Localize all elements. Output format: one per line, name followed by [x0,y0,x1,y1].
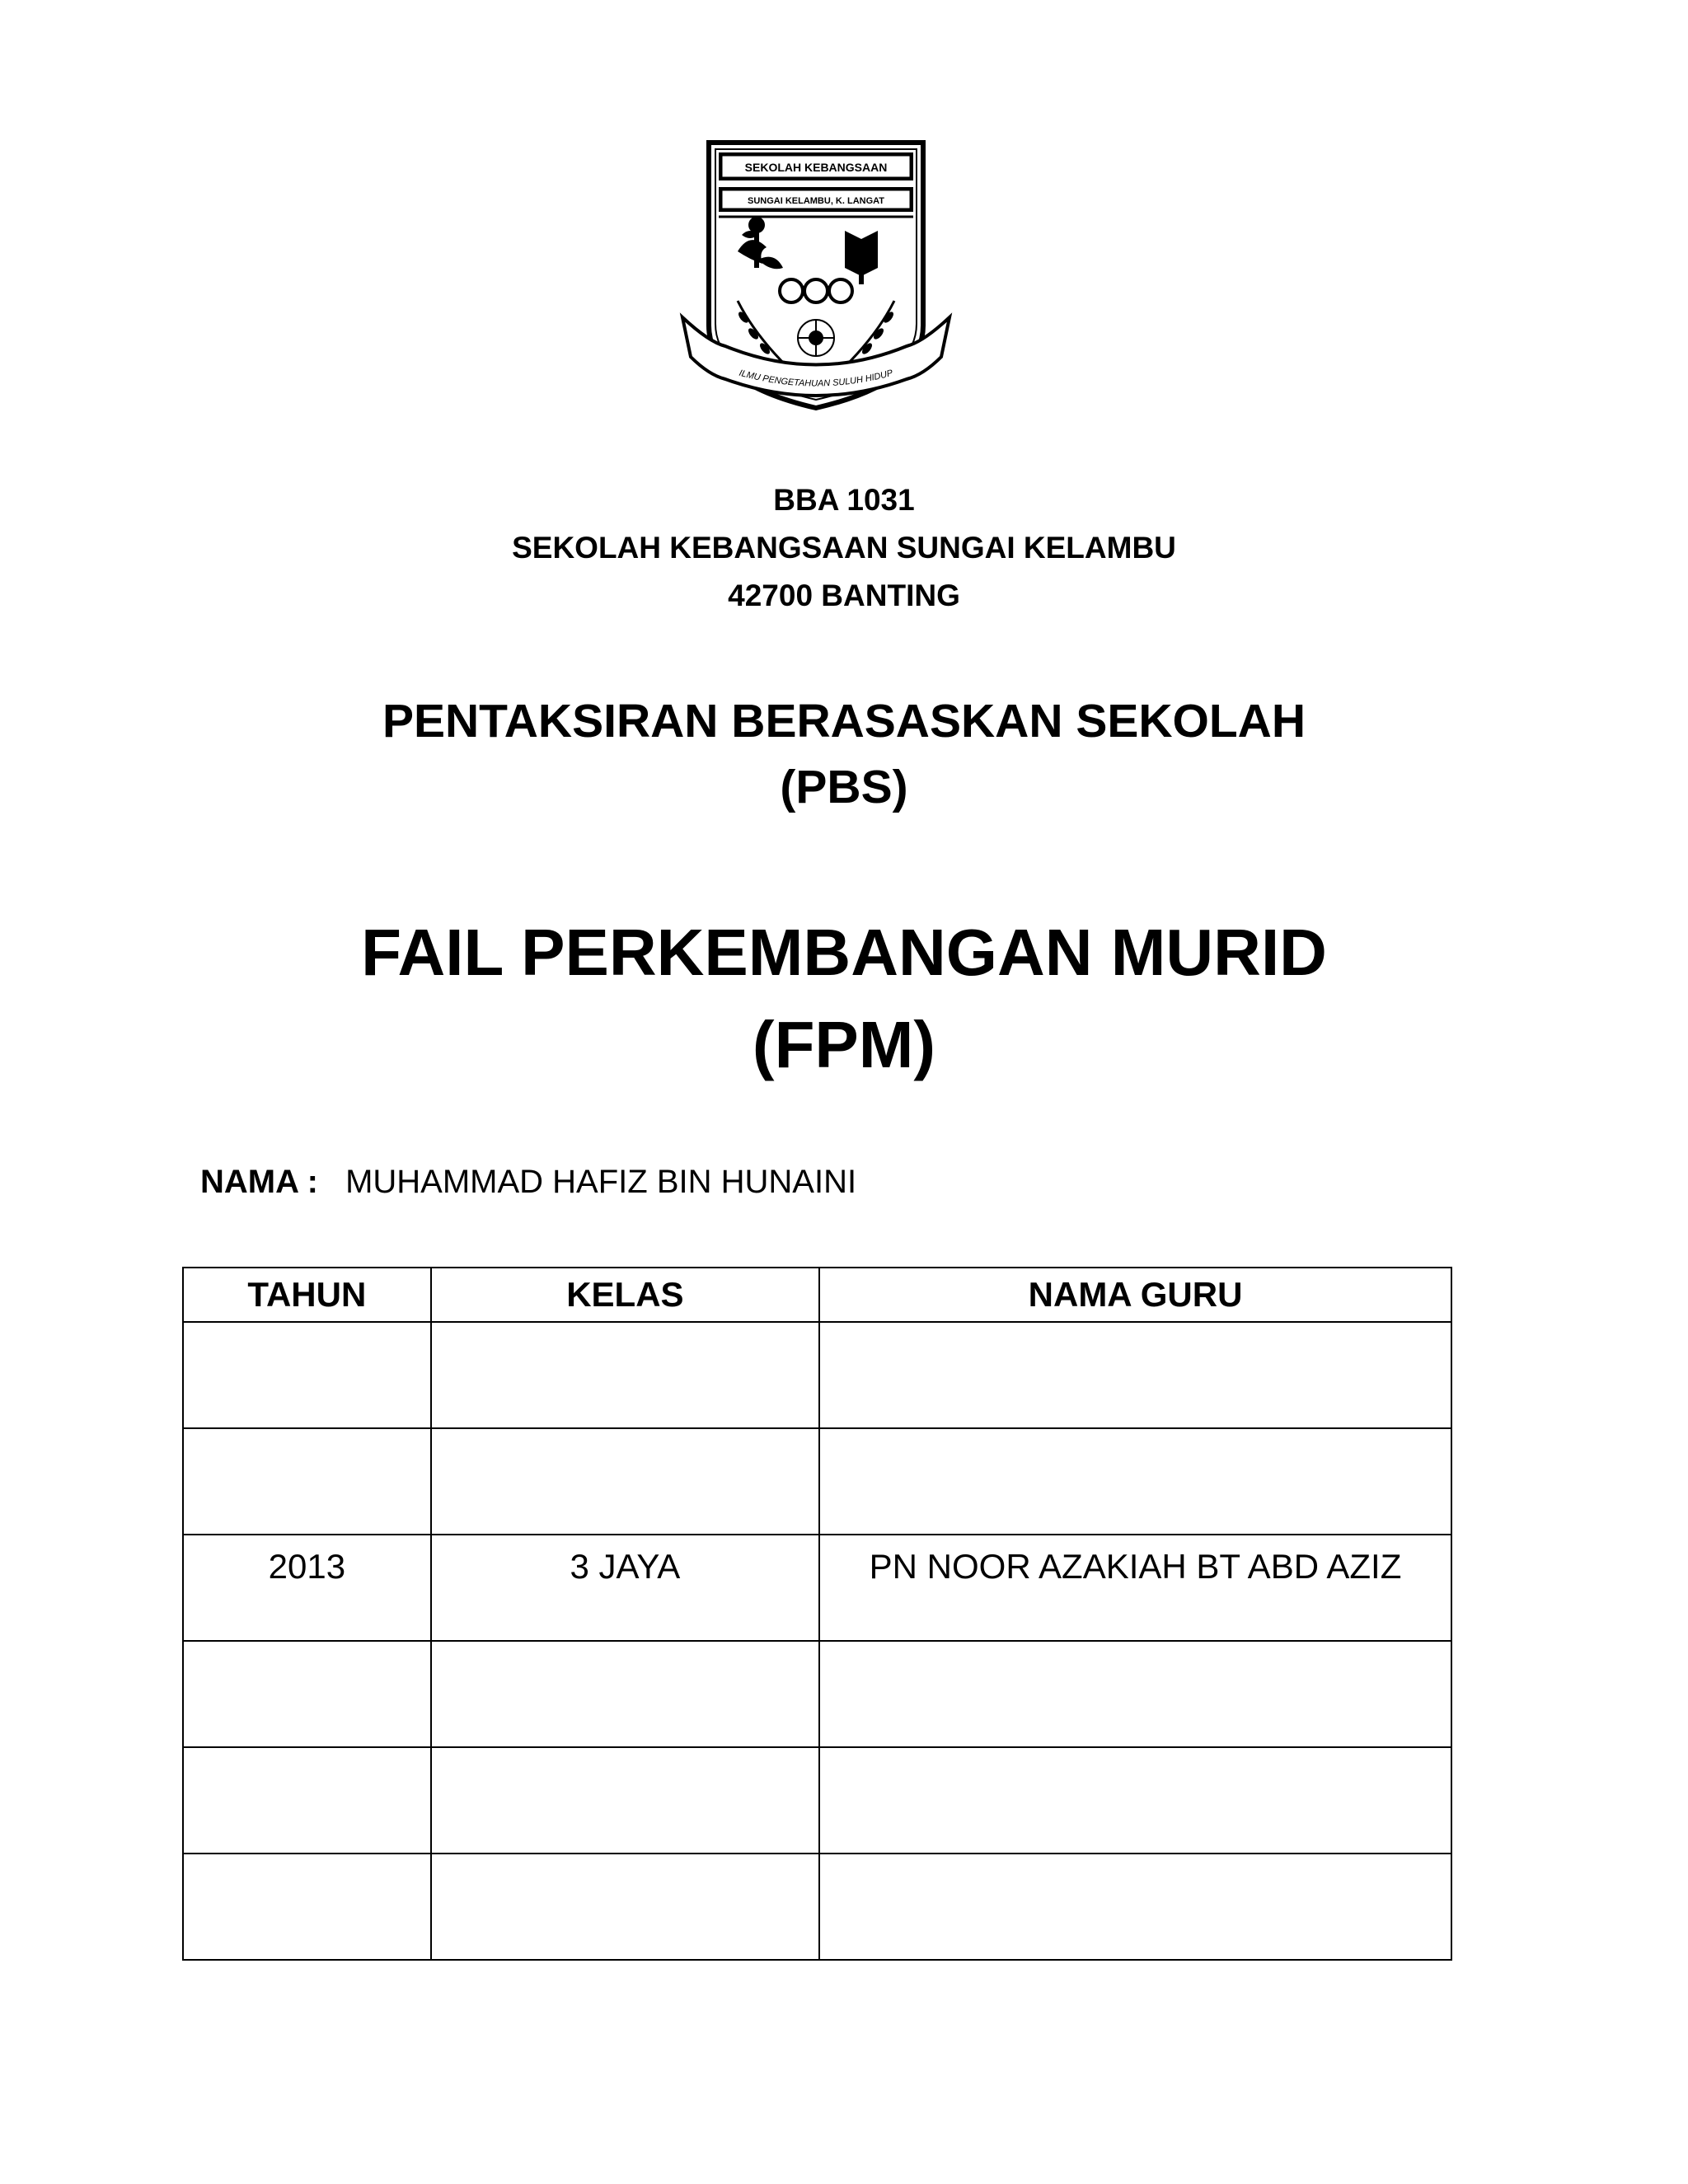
student-name-label: NAMA : [200,1164,318,1200]
student-name-value: MUHAMMAD HAFIZ BIN HUNAINI [345,1164,857,1200]
cell-kelas [431,1428,819,1535]
cell-kelas [431,1854,819,1960]
cell-nama-guru [819,1747,1451,1854]
file-title-block [0,907,1688,1091]
svg-text:SEKOLAH KEBANGSAAN: SEKOLAH KEBANGSAAN [744,161,888,174]
cell-nama-guru [819,1428,1451,1535]
cell-tahun [183,1854,431,1960]
cell-nama-guru [819,1854,1451,1960]
cell-nama-guru: PN NOOR AZAKIAH BT ABD AZIZ [819,1535,1451,1641]
assessment-title-block [0,688,1688,820]
cell-tahun [183,1428,431,1535]
cell-nama-guru [819,1641,1451,1747]
cell-tahun: 2013 [183,1535,431,1641]
header-kelas: KELAS [431,1268,819,1322]
cell-tahun [183,1747,431,1854]
table-row [183,1747,1451,1854]
class-record-table [182,1267,1452,1961]
cell-nama-guru [819,1322,1451,1428]
svg-text:SUNGAI KELAMBU, K. LANGAT: SUNGAI KELAMBU, K. LANGAT [747,196,885,206]
cell-kelas [431,1322,819,1428]
table-row [183,1322,1451,1428]
student-name-row [200,1164,856,1201]
cell-tahun [183,1641,431,1747]
table-row [183,1535,1451,1641]
assessment-abbr: (PBS) [780,761,908,813]
file-title: FAIL PERKEMBANGAN MURID [361,916,1327,989]
school-header [0,476,1688,620]
school-address: 42700 BANTING [728,579,960,612]
school-crest-logo [676,136,956,424]
header-tahun: TAHUN [183,1268,431,1322]
cell-kelas [431,1641,819,1747]
file-abbr: (FPM) [752,1008,936,1081]
svg-text:ILMU PENGETAHUAN SULUH HIDUP: ILMU PENGETAHUAN SULUH HIDUP [738,368,894,389]
cell-tahun [183,1322,431,1428]
cell-kelas [431,1747,819,1854]
table-header-row [183,1268,1451,1322]
school-code: BBA 1031 [773,483,915,517]
table-row [183,1854,1451,1960]
table-row [183,1641,1451,1747]
school-name: SEKOLAH KEBANGSAAN SUNGAI KELAMBU [512,531,1176,565]
header-nama-guru: NAMA GURU [819,1268,1451,1322]
cell-kelas: 3 JAYA [431,1535,819,1641]
table-row [183,1428,1451,1535]
assessment-title: PENTAKSIRAN BERASASKAN SEKOLAH [382,695,1306,748]
